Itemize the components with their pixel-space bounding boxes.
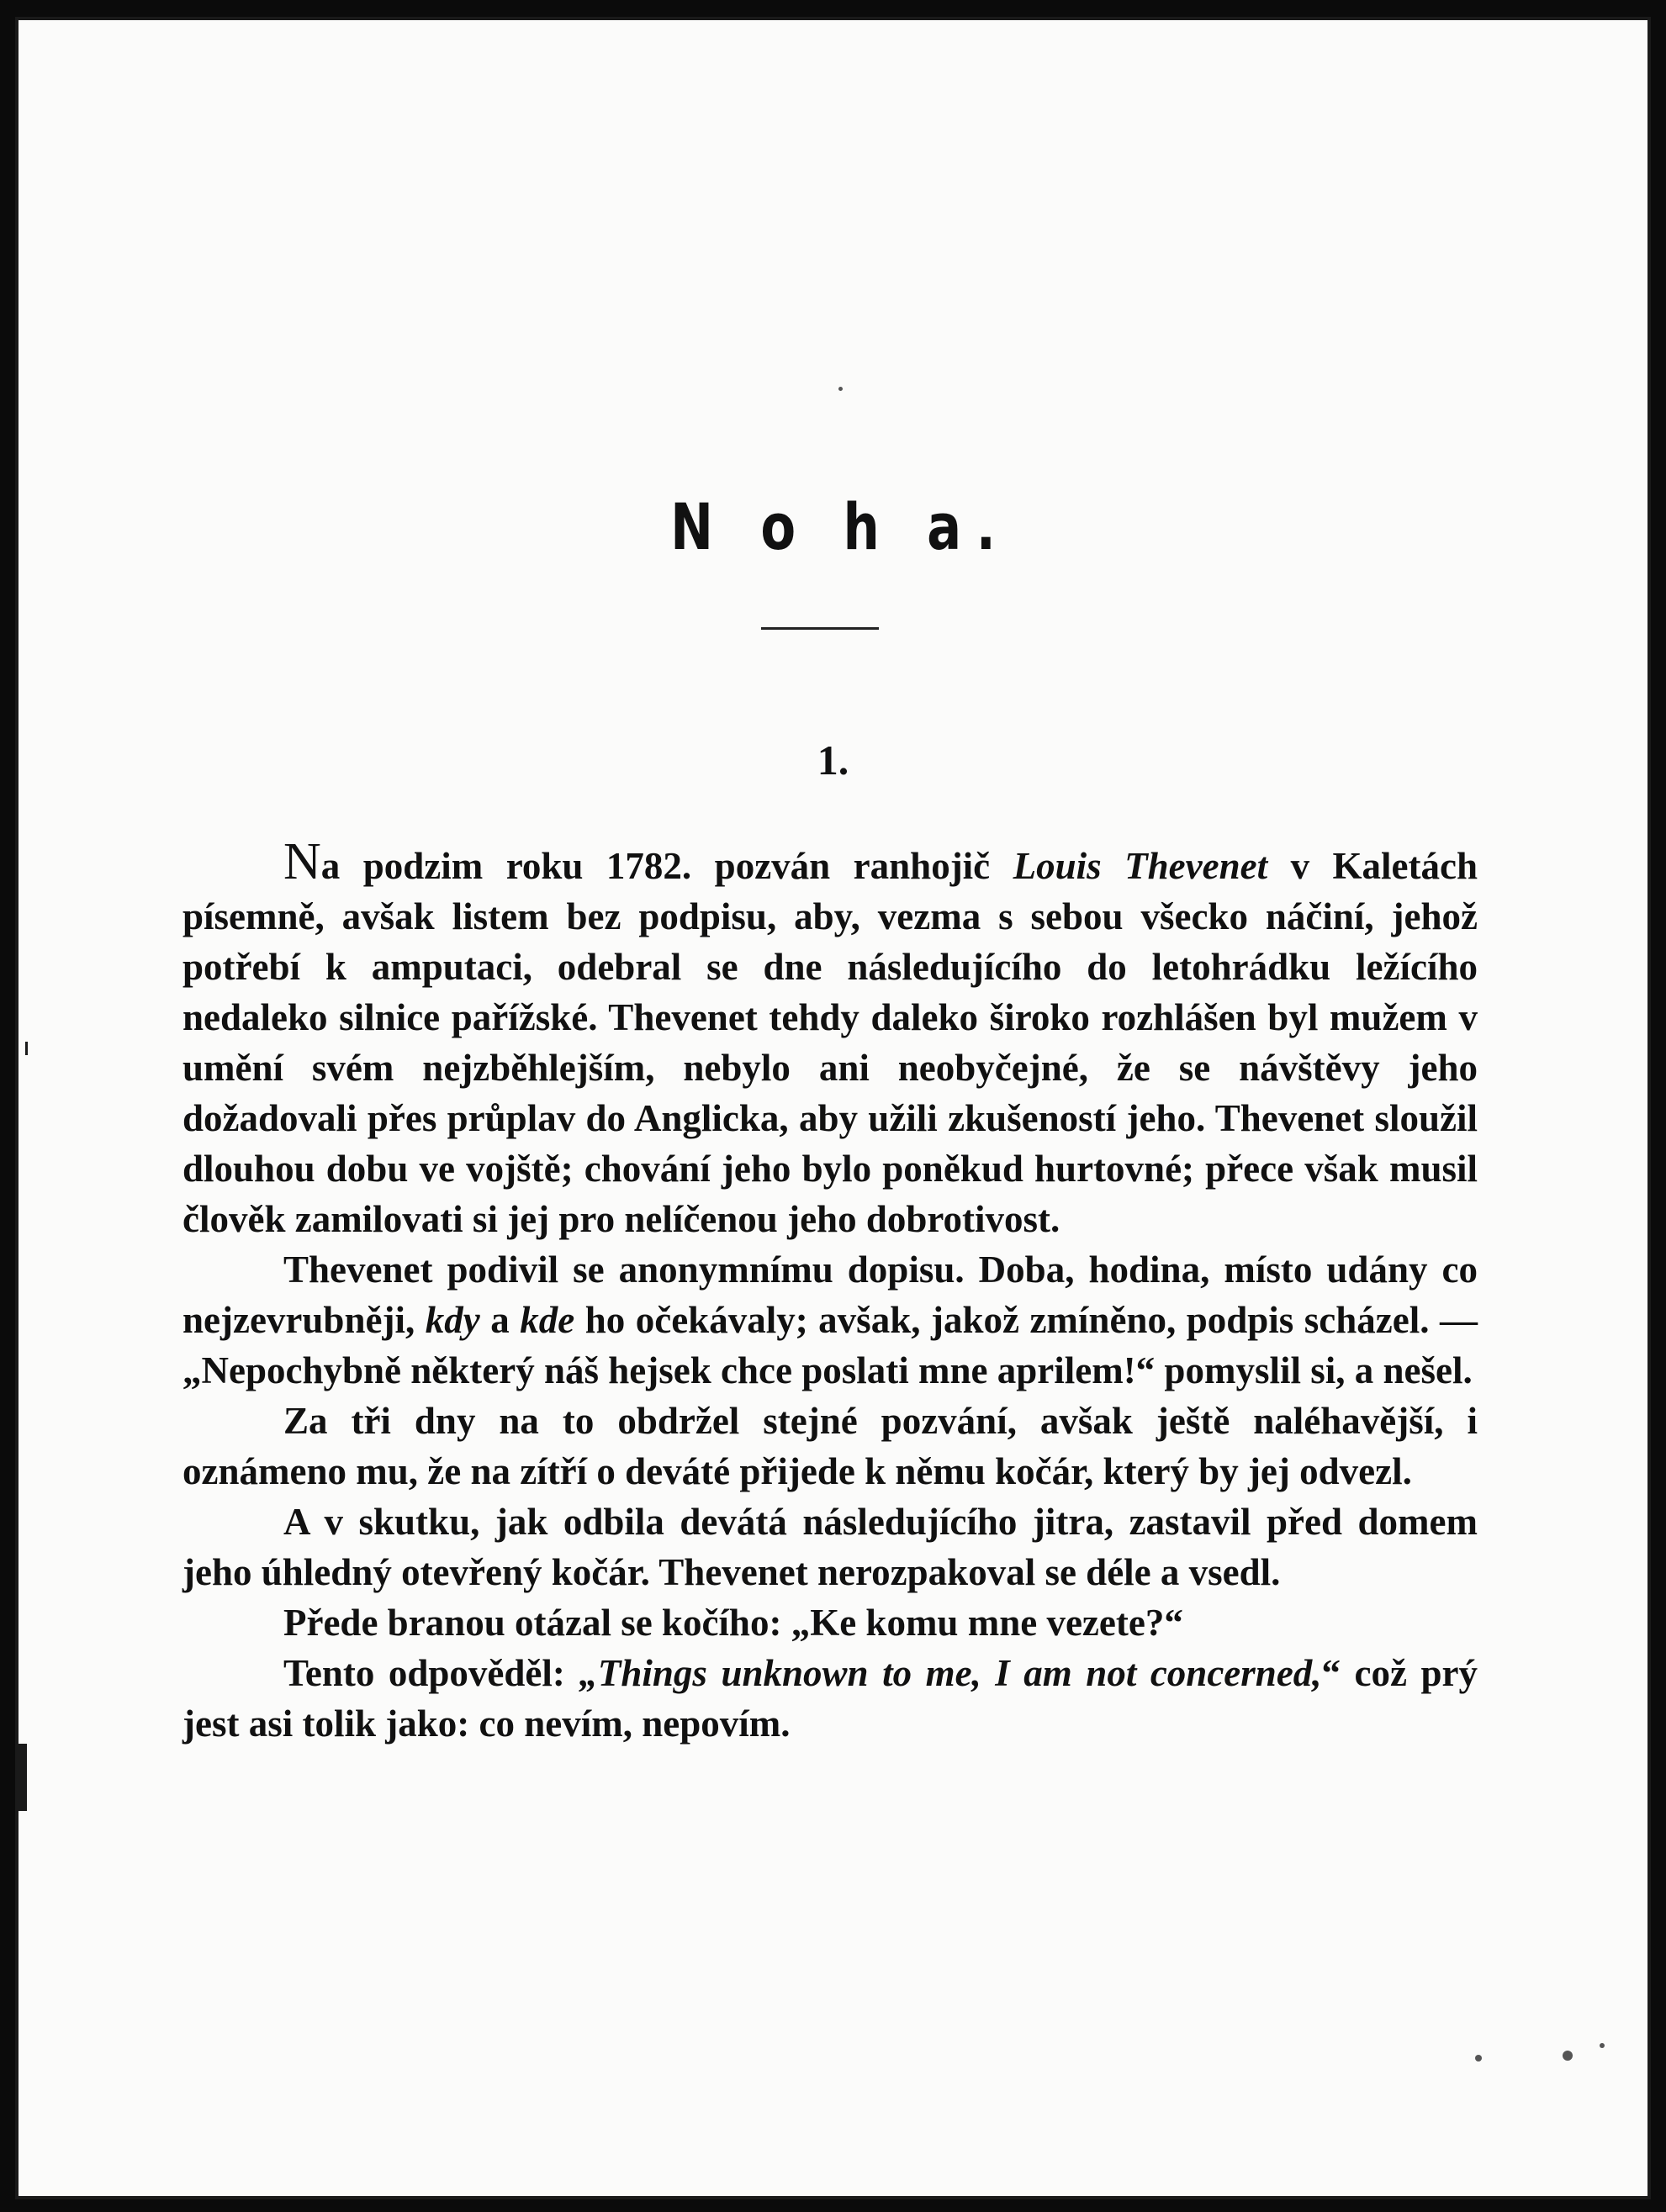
text-run: Tento odpověděl: — [283, 1652, 579, 1694]
paragraph — [182, 1497, 1478, 1597]
paragraph — [182, 1396, 1478, 1497]
text-run: a — [479, 1299, 521, 1341]
body-text — [182, 833, 1478, 1749]
chapter-title: N o h a. — [670, 489, 1011, 564]
paragraph — [182, 1648, 1478, 1749]
italic-text: „Things unknown to me, I am not concerned, — [579, 1652, 1322, 1694]
text-run: Přede branou otázal se kočího: „Ke komu mne vezete?“ — [283, 1602, 1183, 1644]
text-run: “ což prý jest asi tolik jako: co nevím, nepovím. — [182, 1652, 1478, 1745]
italic-text: kde — [520, 1299, 575, 1341]
text-run: Thevenet podivil se anonymnímu dopisu. Doba, hodina, místo udány co nejzevrubněji, — [182, 1249, 1478, 1341]
paragraph — [182, 1597, 1478, 1648]
text-run: v Kaletách písemně, avšak listem bez podpisu, aby, vezma s sebou všecko náčiní, jehož potřebí k amputaci, odebral se dne následujícího do letohrádku ležícího nedaleko silnice pařížské. Thevenet tehdy daleko široko rozhlášen byl mužem v umění svém nejzběhlejším, nebylo ani neobyčejné, že se návštěvy jeho dožadovali přes průplav do Anglicka, aby užili zkušeností jeho. Thevenet sloužil dlouhou dobu ve vojště; chování jeho bylo poněkud hurtovné; přece však musil člověk zamilovati si jej pro nelíčenou jeho dobrotivost. — [182, 845, 1478, 1240]
book-page — [15, 17, 1651, 2199]
scan-speck — [1475, 2055, 1482, 2062]
italic-text: kdy — [425, 1299, 480, 1341]
text-run: A v skutku, jak odbila devátá následujícího jitra, zastavil před domem jeho úhledný otevřený kočár. Thevenet nerozpakoval se déle a vsedl. — [182, 1501, 1478, 1593]
section-number: 1. — [817, 736, 849, 784]
text-run: ho očekávaly; avšak, jakož zmíněno, podpis scházel. — „Nepochybně některý náš hejsek chce poslati mne aprilem!“ pomyslil si, a nešel. — [182, 1299, 1478, 1391]
text-run: a podzim roku 1782. pozván ranhojič — [320, 845, 1013, 887]
initial-letter: N — [283, 833, 321, 890]
scan-speck — [838, 387, 843, 391]
scan-speck — [1563, 2051, 1573, 2061]
scan-speck — [1600, 2043, 1605, 2048]
scan-edge-mark — [19, 1744, 27, 1811]
paragraph — [182, 1244, 1478, 1396]
paragraph — [182, 833, 1478, 1244]
italic-text: Louis Thevenet — [1013, 845, 1268, 887]
scan-edge-mark — [25, 1042, 28, 1055]
title-rule — [761, 627, 879, 630]
text-run: Za tři dny na to obdržel stejné pozvání, avšak ještě naléhavější, i oznámeno mu, že na zítří o deváté přijede k němu kočár, který by jej odvezl. — [182, 1400, 1478, 1492]
